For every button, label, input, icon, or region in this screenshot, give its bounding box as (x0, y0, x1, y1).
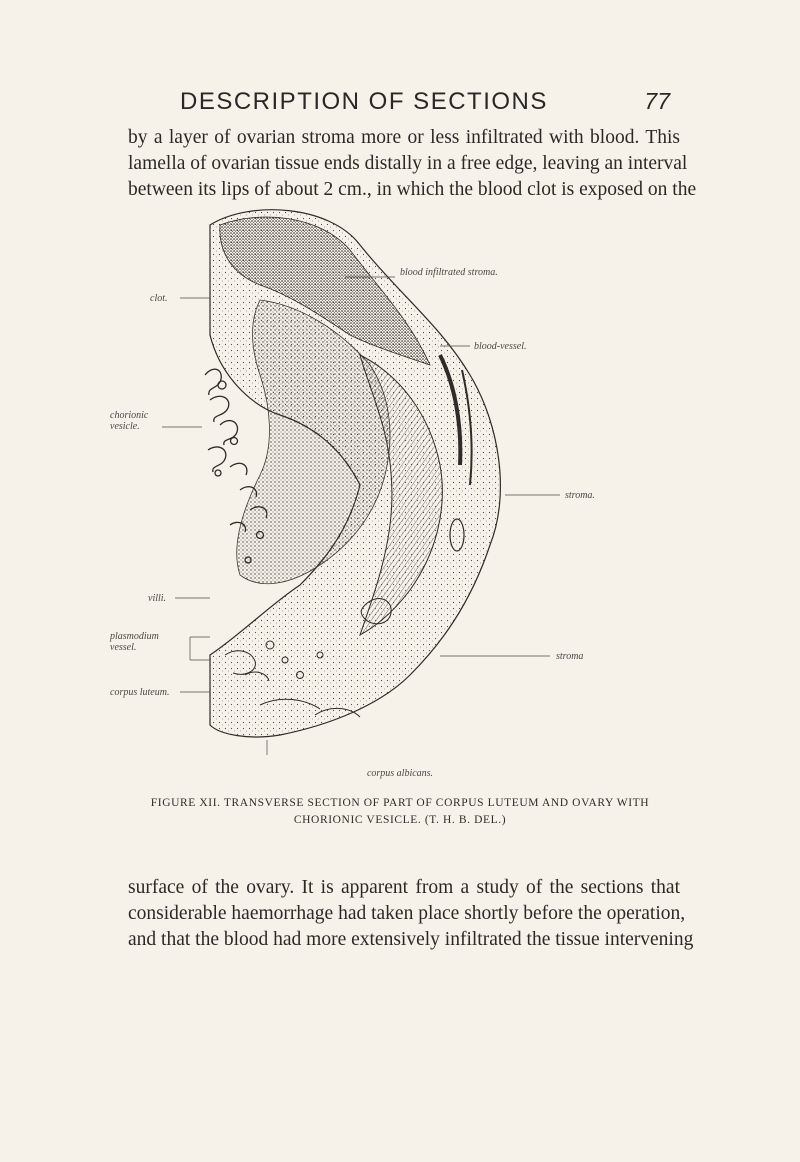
paragraph-line: and that the blood had more extensively infiltrated the tissue intervening (128, 929, 694, 950)
paragraph-bottom (128, 875, 694, 953)
caption-line: FIGURE XII. TRANSVERSE SECTION OF PART OF CORPUS LUTEUM AND OVARY WITH (150, 797, 650, 809)
paragraph-top (128, 125, 697, 203)
page-number: 77 (644, 88, 670, 114)
paragraph-line: by a layer of ovarian stroma more or less infiltrated with blood. This (128, 127, 680, 148)
label-stroma-upper: stroma. (565, 490, 595, 501)
label-blood-infiltrated-stroma: blood infiltrated stroma. (400, 267, 498, 278)
paragraph-line: surface of the ovary. It is apparent from a study of the sections that (128, 877, 680, 898)
paragraph-line: lamella of ovarian tissue ends distally in a free edge, leaving an interval (128, 153, 688, 174)
paragraph-line: between its lips of about 2 cm., in which the blood clot is exposed on the (128, 179, 697, 200)
figure-illustration (110, 205, 630, 765)
section-drawing (110, 205, 630, 765)
figure-caption (120, 795, 680, 829)
label-plasmodium-vessel: plasmodium vessel. (110, 631, 159, 653)
label-stroma-lower: stroma (556, 651, 584, 662)
caption-line: CHORIONIC VESICLE. (T. H. B. DEL.) (293, 814, 507, 826)
running-head (0, 88, 800, 122)
label-corpus-albicans: corpus albicans. (366, 768, 434, 779)
page-title: DESCRIPTION OF SECTIONS (180, 88, 548, 115)
label-clot: clot. (150, 293, 168, 304)
label-blood-vessel: blood-vessel. (474, 341, 527, 352)
label-villi: villi. (148, 593, 167, 604)
label-chorionic-vesicle: chorionic vesicle. (110, 410, 149, 432)
label-corpus-luteum: corpus luteum. (110, 687, 170, 698)
paragraph-line: considerable haemorrhage had taken place shortly before the operation, (128, 903, 686, 924)
